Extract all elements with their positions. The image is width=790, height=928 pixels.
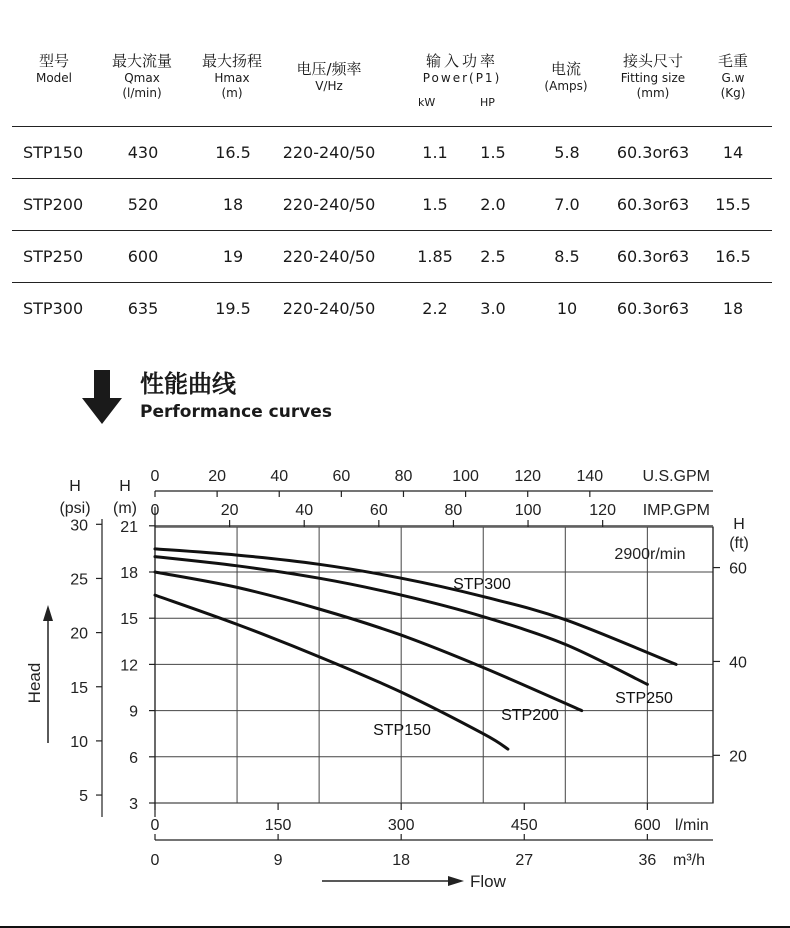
tick-label-usgpm: 0 (150, 468, 160, 485)
ft-axis-unit: (ft) (729, 535, 749, 552)
series-label-stp200: STP200 (501, 707, 559, 724)
tick-label-psi: 20 (70, 625, 88, 643)
tick-label-usgpm: 100 (452, 468, 479, 485)
power-hp-label: HP (480, 96, 495, 109)
tick-label-impgpm: 100 (514, 502, 542, 519)
power-kw-label: kW (418, 96, 436, 109)
head-label: Head (25, 662, 44, 704)
tick-label-m: 15 (120, 611, 138, 629)
tick-label-impgpm: 60 (369, 502, 388, 519)
header-model: 型号 Model (35, 52, 73, 85)
tick-label-usgpm: 140 (576, 468, 604, 485)
chart-axes (70, 468, 747, 869)
tick-label-usgpm: 80 (394, 468, 413, 485)
tick-label-m3h: 36 (638, 852, 657, 869)
tick-label-m3h: 27 (515, 852, 534, 869)
series-line-stp200 (155, 572, 582, 711)
tick-label-m3h: 9 (273, 852, 283, 869)
tick-label-impgpm: 120 (589, 502, 616, 519)
header-gw: 毛重 G.w (Kg) (717, 52, 748, 100)
psi-axis-title: H (69, 478, 81, 495)
psi-axis-unit: (psi) (59, 500, 91, 517)
tick-label-psi: 25 (70, 571, 88, 589)
table-row: STP250 600 19 220-240/50 1.85 2.5 8.5 60.3or63 16.5 (12, 231, 772, 283)
speed-label: 2900r/min (614, 546, 686, 563)
flow-arrow-icon (448, 876, 464, 886)
tick-label-psi: 5 (79, 788, 88, 806)
tick-label-psi: 10 (70, 733, 88, 751)
tick-label-lmin: 150 (264, 817, 292, 834)
tick-label-m3h: 18 (392, 852, 411, 869)
tick-label-usgpm: 120 (514, 468, 542, 485)
table-row: STP150 430 16.5 220-240/50 1.1 1.5 5.8 60.3or63 14 (12, 127, 772, 179)
plot-frame (155, 527, 713, 803)
header-hmax: 最大扬程 Hmax (m) (201, 52, 262, 100)
impgpm-unit-label: IMP.GPM (642, 502, 710, 519)
header-voltage: 电压/频率 V/Hz (296, 60, 362, 93)
tick-label-m: 21 (120, 518, 138, 536)
section-title-zh: 性能曲线 (140, 370, 236, 398)
tick-label-usgpm: 40 (270, 468, 289, 485)
tick-label-usgpm: 60 (332, 468, 351, 485)
tick-label-lmin: 600 (634, 817, 661, 834)
tick-label-m: 12 (120, 657, 138, 675)
performance-chart (0, 455, 790, 915)
tick-label-usgpm: 20 (208, 468, 227, 485)
header-fitting: 接头尺寸 Fitting size (mm) (620, 52, 686, 100)
series-label-stp150: STP150 (373, 722, 431, 739)
table-header (12, 48, 772, 127)
section-title-en: Performance curves (140, 402, 332, 422)
m-axis-unit: (m) (113, 500, 137, 517)
tick-label-impgpm: 40 (295, 502, 314, 519)
m3h-unit-label: m³/h (673, 852, 705, 869)
tick-label-m: 6 (129, 749, 138, 767)
flow-label: Flow (470, 872, 506, 891)
tick-label-ft: 60 (729, 560, 747, 578)
tick-label-ft: 40 (729, 654, 747, 672)
head-arrow-icon (43, 605, 53, 621)
tick-label-impgpm: 80 (444, 502, 463, 519)
tick-label-m: 9 (129, 703, 138, 721)
header-power: 输入功率 Power(P1) kW HP (418, 52, 502, 109)
tick-label-lmin: 450 (510, 817, 538, 834)
tick-label-lmin: 0 (150, 817, 160, 834)
table-row: STP300 635 19.5 220-240/50 2.2 3.0 10 60.3or63 18 (23, 299, 744, 318)
tick-label-psi: 30 (70, 517, 88, 535)
spec-table (12, 48, 772, 334)
chart-series (155, 549, 676, 749)
lmin-unit-label: l/min (675, 817, 709, 834)
tick-label-psi: 15 (70, 679, 88, 697)
ft-axis-title: H (733, 516, 745, 533)
series-label-stp300: STP300 (453, 576, 511, 593)
tick-label-lmin: 300 (387, 817, 415, 834)
tick-label-m: 18 (120, 565, 138, 582)
series-label-stp250: STP250 (615, 690, 673, 707)
table-row: STP200 520 18 220-240/50 1.5 2.0 7.0 60.3or63 15.5 (12, 179, 772, 231)
m-axis-title: H (119, 478, 131, 495)
down-arrow-icon (82, 370, 122, 426)
tick-label-ft: 20 (729, 748, 747, 766)
header-qmax: 最大流量 Qmax (l/min) (111, 52, 172, 100)
tick-label-m3h: 0 (150, 852, 160, 869)
header-amps: 电流 (Amps) (544, 60, 588, 93)
tick-label-m: 3 (129, 796, 138, 813)
usgpm-unit-label: U.S.GPM (642, 468, 710, 485)
section-title (140, 368, 332, 424)
tick-label-impgpm: 0 (150, 502, 160, 519)
tick-label-impgpm: 20 (220, 502, 239, 519)
